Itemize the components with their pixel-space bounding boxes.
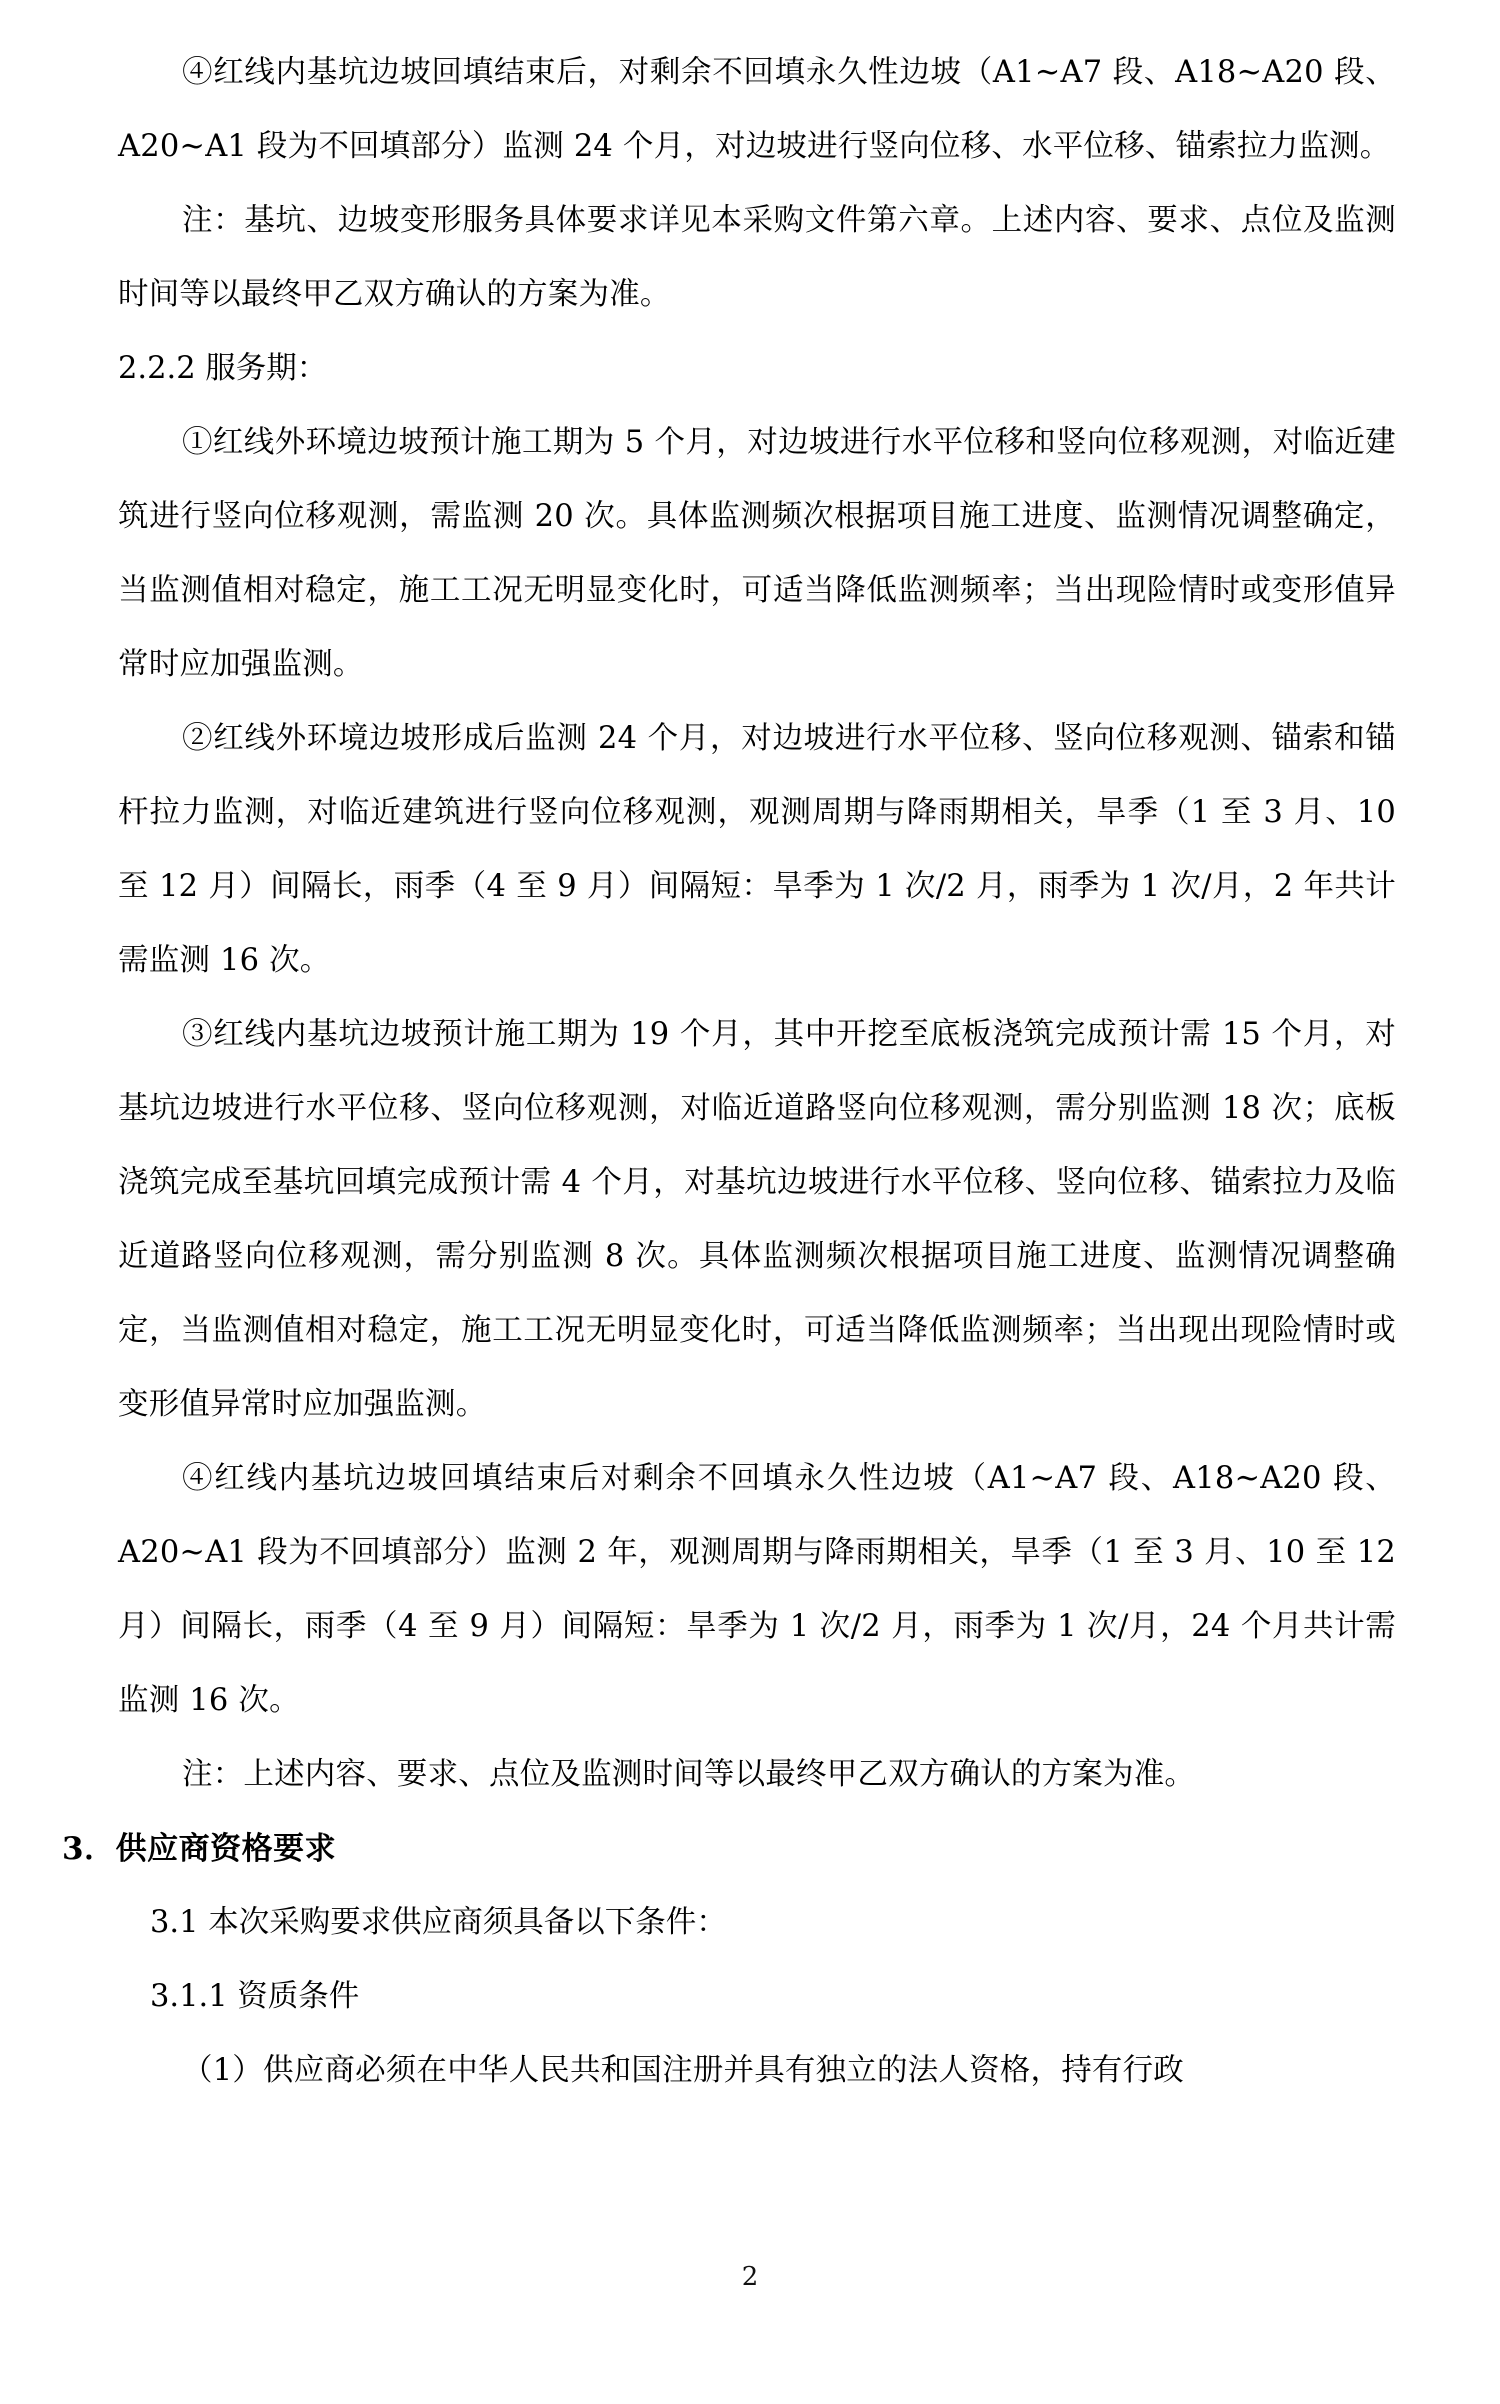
para-3-1-1-1: （1）供应商必须在中华人民共和国注册并具有独立的法人资格，持有行政 [182, 2053, 1185, 2088]
para-sec2-note: 注：上述内容、要求、点位及监测时间等以最终甲乙双方确认的方案为准。 [182, 1757, 1196, 1792]
para-sec1-note: 注：基坑、边坡变形服务具体要求详见本采购文件第六章。上述内容、要求、点位及监测时间等以最终甲乙双方确认的方案为准。 [118, 203, 1396, 312]
document-body [62, 36, 1396, 2108]
page-number: 2 [741, 2262, 759, 2292]
para-sec2-item3: ③红线内基坑边坡预计施工期为 19 个月，其中开挖至底板浇筑完成预计需 15 个月，对基坑边坡进行水平位移、竖向位移观测，对临近道路竖向位移观测，需分别监测 18 次；底板浇筑完成至基坑回填完成预计需 4 个月，对基坑边坡进行水平位移、竖向位移、锚索拉力及临近道路竖向位移观测，需分别监测 8 次。具体监测频次根据项目施工进度、监测情况调整确定，当监测值相对稳定，施工工况无明显变化时，可适当降低监测频率；当出现出现险情时或变形值异常时应加强监测。 [118, 1017, 1396, 1422]
para-sec1-item4: ④红线内基坑边坡回填结束后，对剩余不回填永久性边坡（A1~A7 段、A18~A20 段、A20~A1 段为不回填部分）监测 24 个月，对边坡进行竖向位移、水平位移、锚索拉力监测。 [118, 55, 1396, 164]
heading-3: 3．供应商资格要求 [62, 1831, 337, 1867]
heading-3-1: 3.1 本次采购要求供应商须具备以下条件： [150, 1905, 727, 1940]
heading-3-1-1: 3.1.1 资质条件 [150, 1979, 360, 2014]
para-sec2-item4: ④红线内基坑边坡回填结束后对剩余不回填永久性边坡（A1~A7 段、A18~A20 段、A20~A1 段为不回填部分）监测 2 年，观测周期与降雨期相关，旱季（1 至 3 月、10 至 12 月）间隔长，雨季（4 至 9 月）间隔短：旱季为 1 次/2 月，雨季为 1 次/月，24 个月共计需监测 16 次。 [118, 1461, 1396, 1718]
para-sec2-item1: ①红线外环境边坡预计施工期为 5 个月，对边坡进行水平位移和竖向位移观测，对临近建筑进行竖向位移观测，需监测 20 次。具体监测频次根据项目施工进度、监测情况调整确定，当监测值相对稳定，施工工况无明显变化时，可适当降低监测频率；当出现险情时或变形值异常时应加强监测。 [118, 425, 1396, 682]
heading-2-2-2: 2.2.2 服务期： [118, 351, 328, 386]
para-sec2-item2: ②红线外环境边坡形成后监测 24 个月，对边坡进行水平位移、竖向位移观测、锚索和锚杆拉力监测，对临近建筑进行竖向位移观测，观测周期与降雨期相关，旱季（1 至 3 月、10 至 12 月）间隔长，雨季（4 至 9 月）间隔短：旱季为 1 次/2 月，雨季为 1 次/月，2 年共计需监测 16 次。 [118, 721, 1396, 978]
